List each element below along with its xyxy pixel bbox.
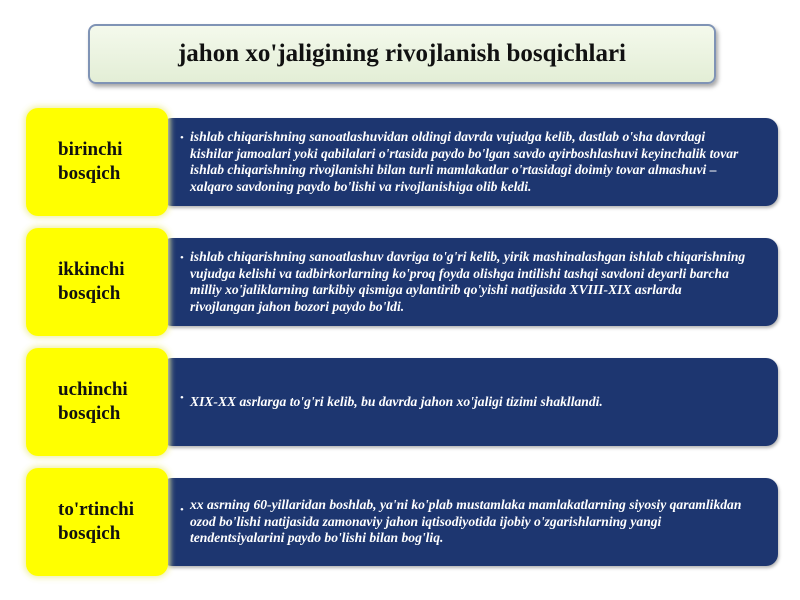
stage-label: to'rtinchi bosqich xyxy=(58,499,134,544)
title-box xyxy=(88,24,716,84)
stage-row-1 xyxy=(0,108,800,220)
stage-description-box xyxy=(160,358,778,446)
stage-label: birinchi bosqich xyxy=(58,139,123,184)
stage-description-box xyxy=(160,118,778,206)
bullet-icon: • xyxy=(180,132,184,144)
stage-row-3 xyxy=(0,348,800,460)
stage-label-box xyxy=(26,108,168,216)
stage-label: ikkinchi bosqich xyxy=(58,259,125,304)
stage-label: uchinchi bosqich xyxy=(58,379,128,424)
stage-description-box xyxy=(160,238,778,326)
diagram-title: jahon xo'jaligining rivojlanish bosqichlari xyxy=(177,40,626,67)
stage-description: xx asrning 60-yillaridan boshlab, ya'ni ko'plab mustamlaka mamlakatlarning siyosiy qaramlikdan ozod bo'lishi natijasida zamonaviy jahon iqtisodiyotida ijobiy o'zgarishlarning yangi tendentsiyalarini paydo bo'lishi bilan bog'liq. xyxy=(190,497,742,546)
stage-row-2 xyxy=(0,228,800,340)
stage-description: ishlab chiqarishning sanoatlashuvidan oldingi davrda vujudga kelib, dastlab o'sha davrdagi kishilar jamoalari yoki qabilalari o'rtasida paydo bo'lgan savdo ayirboshlashuvi keyinchalik tovar ishlab chiqarishning rivojlanishi bilan turli mamlakatlar o'rtasidagi doimiy tovar almashuvi – xalqaro savdoning paydo bo'lishi va rivojlanishiga olib keldi. xyxy=(190,129,739,194)
bullet-icon: • xyxy=(180,252,184,264)
stage-label-box xyxy=(26,468,168,576)
stage-row-4 xyxy=(0,468,800,580)
stage-description-box xyxy=(160,478,778,566)
stage-label-box xyxy=(26,348,168,456)
stage-label-box xyxy=(26,228,168,336)
bullet-icon: • xyxy=(180,392,184,404)
stage-description: XIX-XX asrlarga to'g'ri kelib, bu davrda jahon xo'jaligi tizimi shakllandi. xyxy=(190,393,603,409)
stage-description: ishlab chiqarishning sanoatlashuv davriga to'g'ri kelib, yirik mashinalashgan ishlab chiqarishning vujudga kelishi va tadbirkorlarning ko'proq foyda olishga intilishi tashqi savdoni deyarli barcha milliy xo'jaliklarning tarkibiy qismiga aylantirib qo'yishi natijasida XVIII-XIX asrlarda rivojlangan jahon bozori paydo bo'ldi. xyxy=(190,249,746,314)
bullet-icon: • xyxy=(180,504,184,516)
